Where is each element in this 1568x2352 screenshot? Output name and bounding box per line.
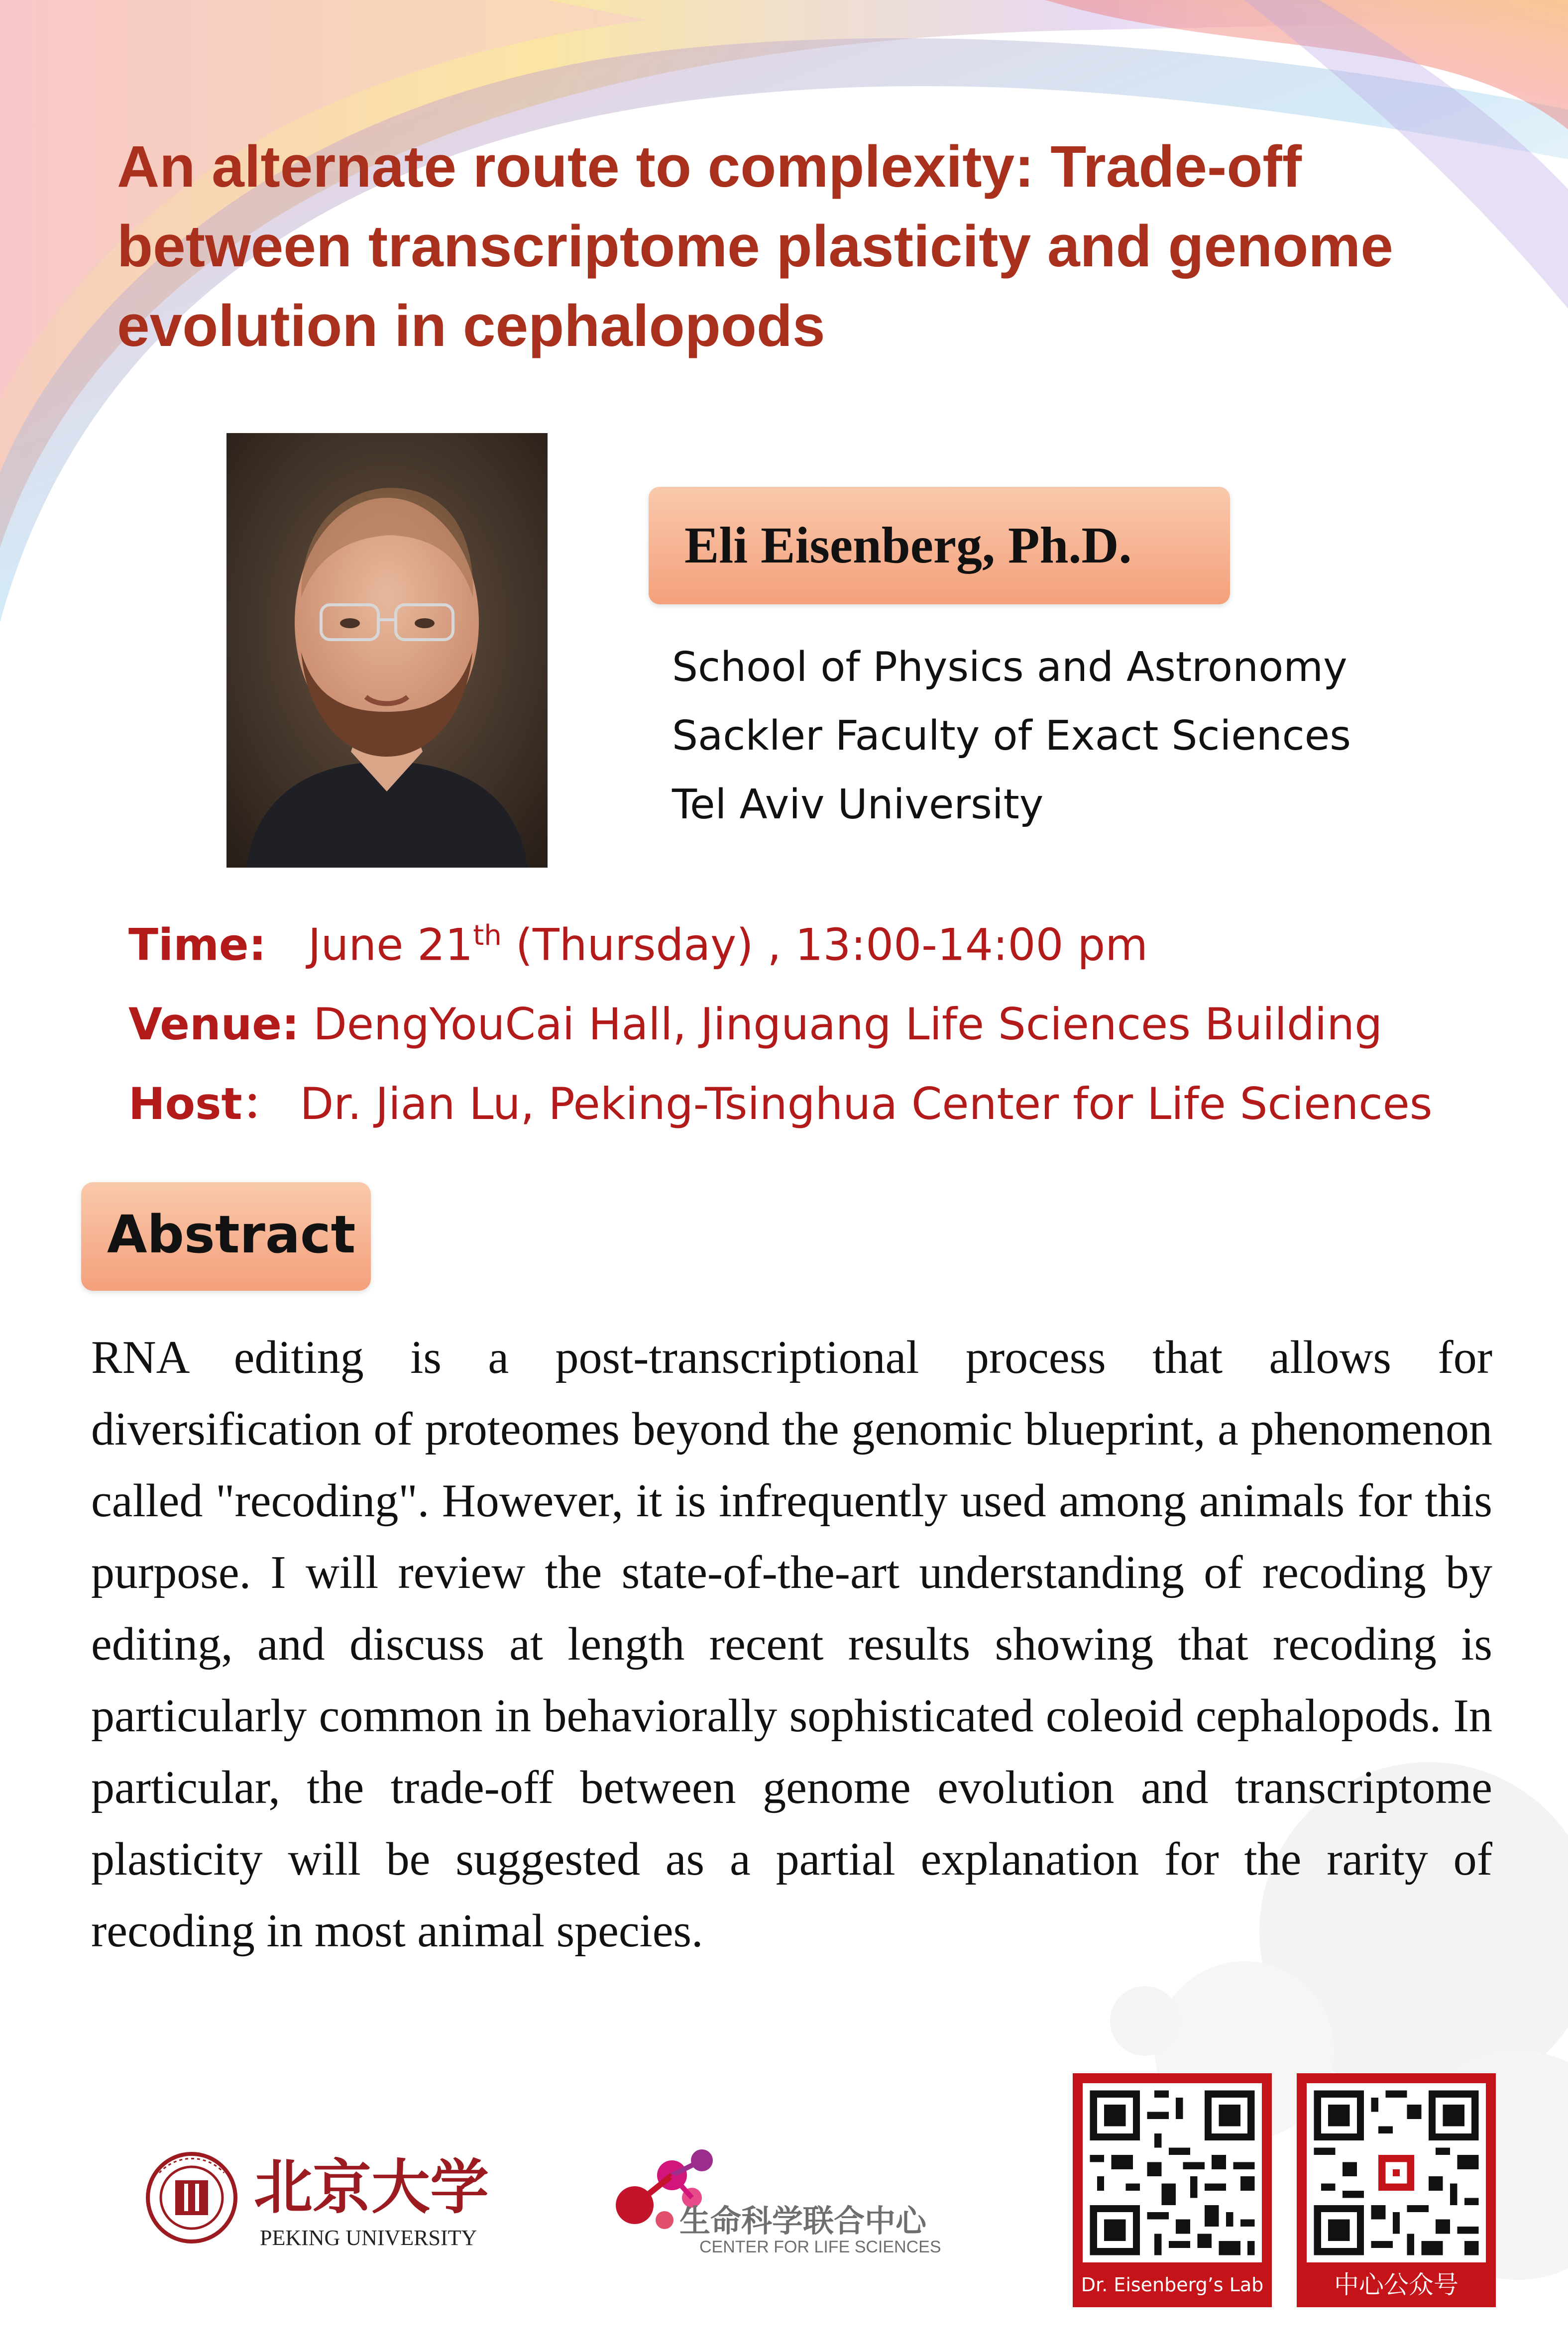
event-details (128, 896, 1433, 1144)
qr-code-icon[interactable] (1083, 2083, 1262, 2262)
pku-english-name: PEKING UNIVERSITY (260, 2226, 477, 2250)
host-row (128, 1064, 1433, 1144)
time-row (128, 896, 1433, 985)
host-value: Dr. Jian Lu, Peking-Tsinghua Center for Life Sciences (300, 1078, 1433, 1130)
venue-row (128, 985, 1433, 1064)
time-value-rest: (Thursday) , 13:00-14:00 pm (501, 919, 1148, 971)
qr-card-lab[interactable] (1073, 2073, 1272, 2307)
time-label: Time: (128, 919, 266, 971)
qr-wechat-label: 中心公众号 (1334, 2270, 1458, 2299)
speaker-affiliation (672, 633, 1351, 839)
pku-chinese-name: 北京大学 (254, 2152, 489, 2222)
speaker-name: Eli Eisenberg, Ph.D. (684, 517, 1132, 574)
abstract-heading-box (81, 1182, 371, 1291)
cls-english-name: CENTER FOR LIFE SCIENCES (699, 2238, 941, 2256)
time-value-suffix: th (473, 919, 502, 952)
pku-seal-icon (148, 2154, 235, 2241)
venue-label: Venue: (128, 999, 300, 1050)
center-for-life-sciences-logo (605, 2140, 963, 2260)
time-value-date: June 21 (308, 919, 473, 971)
talk-title: An alternate route to complexity: Trade-off between transcriptome plasticity and genome evolution in cephalopods (117, 134, 1393, 359)
venue-value: DengYouCai Hall, Jinguang Life Sciences Building (313, 999, 1382, 1050)
cls-chinese-name: 生命科学联合中心 (679, 2203, 927, 2239)
speaker-name-box (649, 487, 1230, 604)
affiliation-line: Sackler Faculty of Exact Sciences (672, 712, 1351, 760)
affiliation-line: School of Physics and Astronomy (672, 644, 1347, 691)
abstract-body: RNA editing is a post-transcriptional process that allows for diversification of proteomes beyond the genomic blueprint, a phenomenon called "recoding". However, it is infrequently used among animals for this purpose. I will review the state-of-the-art understanding of recoding by editing, and discuss at length recent results showing that recoding is particularly common in behaviorally sophisticated coleoid cephalopods. In particular, the trade-off between genome evolution and transcriptome plasticity will be suggested as a partial explanation for the rarity of recoding in most animal species. (91, 1332, 1492, 1957)
abstract-heading: Abstract (107, 1204, 356, 1265)
qr-code-icon[interactable] (1307, 2083, 1486, 2262)
speaker-photo (226, 433, 548, 868)
host-label: Host： (128, 1078, 286, 1130)
affiliation-line: Tel Aviv University (672, 781, 1044, 828)
qr-lab-label: Dr. Eisenberg’s Lab (1081, 2274, 1264, 2296)
peking-university-logo (144, 2143, 503, 2257)
qr-card-wechat[interactable] (1297, 2073, 1496, 2307)
